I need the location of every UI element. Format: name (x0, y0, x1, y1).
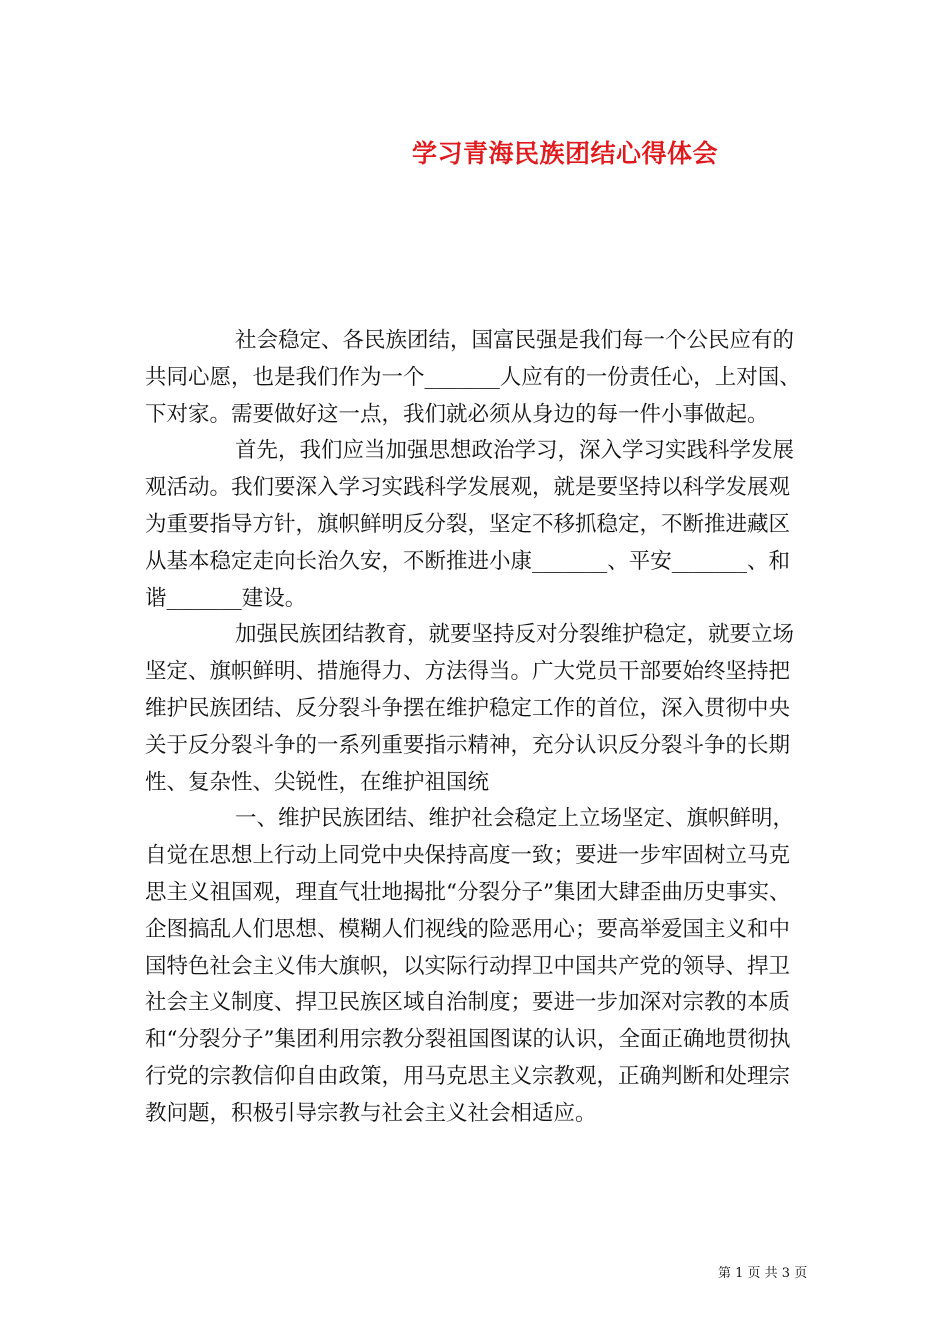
paragraph-3: 加强民族团结教育，就要坚持反对分裂维护稳定，就要立场坚定、旗帜鲜明、措施得力、方法得当。广大党员干部要始终坚持把维护民族团结、反分裂斗争摆在维护稳定工作的首位，深入贯彻中央关于反分裂斗争的一系列重要指示精神，充分认识反分裂斗争的长期性、复杂性、尖锐性，在维护祖国统 (145, 622, 795, 795)
paragraph-2: 首先，我们应当加强思想政治学习，深入学习实践科学发展观活动。我们要深入学习实践科学发展观，就是要坚持以科学发展观为重要指导方针，旗帜鲜明反分裂，坚定不移抓稳定，不断推进藏区从基本稳定走向长治久安，不断推进小康_______、平安_______、和谐_______建设。 (145, 438, 795, 611)
paragraph-1: 社会稳定、各民族团结，国富民强是我们每一个公民应有的共同心愿，也是我们作为一个_______人应有的一份责任心，上对国、下对家。需要做好这一点，我们就必须从身边的每一件小事做起。 (145, 328, 801, 427)
page-number: 第 1 页 共 3 页 (718, 1266, 808, 1281)
document-title: 学习青海民族团结心得体会 (412, 139, 719, 168)
document-body (145, 323, 810, 1133)
paragraph-4: 一、维护民族团结、维护社会稳定上立场坚定、旗帜鲜明，自觉在思想上行动上同党中央保持高度一致；要进一步牢固树立马克思主义祖国观，理直气壮地揭批“分裂分子”集团大肆歪曲历史事实、企图搞乱人们思想、模糊人们视线的险恶用心；要高举爱国主义和中国特色社会主义伟大旗帜，以实际行动捍卫中国共产党的领导、捍卫社会主义制度、捍卫民族区域自治制度；要进一步加深对宗教的本质和“分裂分子”集团利用宗教分裂祖国图谋的认识，全面正确地贯彻执行党的宗教信仰自由政策，用马克思主义宗教观，正确判断和处理宗教问题，积极引导宗教与社会主义社会相适应。 (145, 806, 795, 1126)
